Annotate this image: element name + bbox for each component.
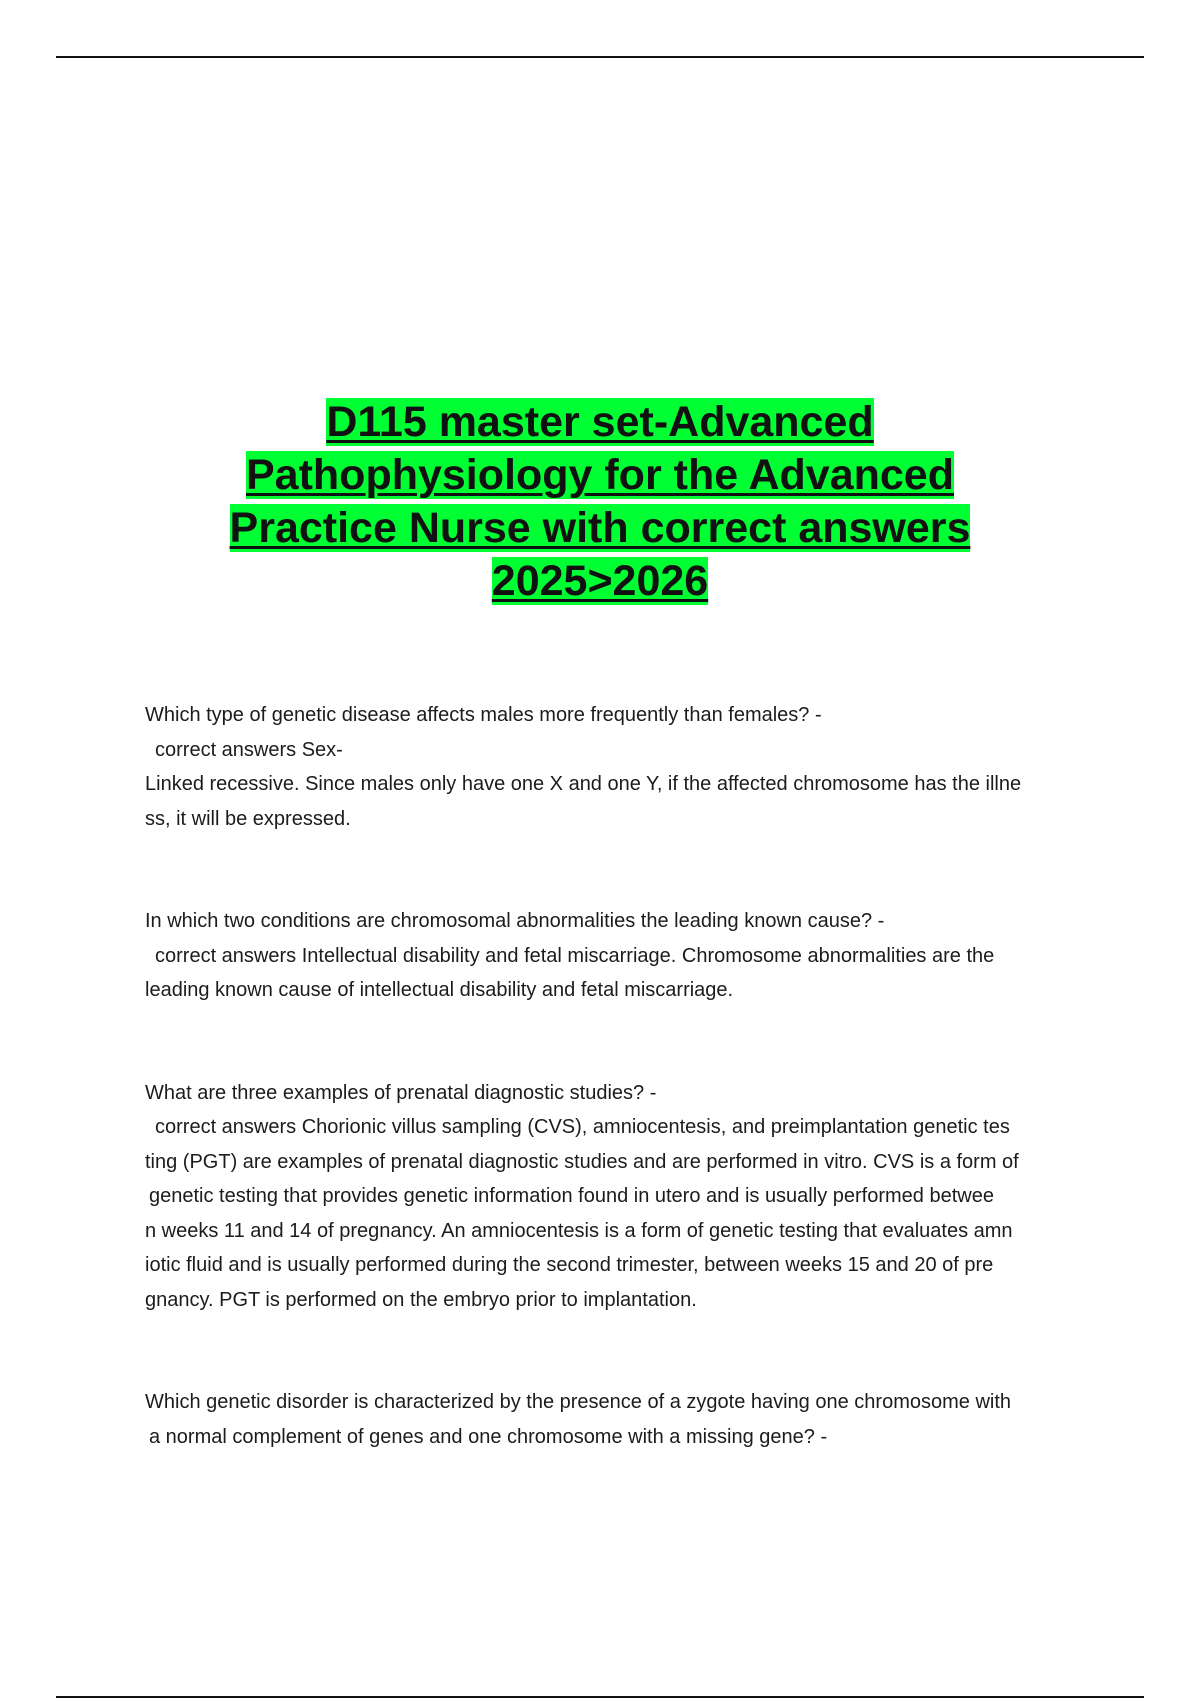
- question-text: What are three examples of prenatal diagnostic studies? -: [145, 1081, 657, 1104]
- question-text: Which type of genetic disease affects males more frequently than females? -: [145, 704, 822, 726]
- qa-item: [145, 1076, 1095, 1318]
- title-line: 2025>2026: [491, 557, 709, 605]
- answer-text: iotic fluid and is usually performed during the second trimester, between weeks 15 and 20 of pre: [145, 1254, 994, 1276]
- answer-text: gnancy. PGT is performed on the embryo prior to implantation.: [145, 1288, 697, 1311]
- answer-text: correct answers Sex-: [155, 738, 343, 761]
- question-text: In which two conditions are chromosomal abnormalities the leading known cause? -: [145, 910, 885, 932]
- title-line: Pathophysiology for the Advanced: [246, 451, 954, 499]
- header-rule: [56, 56, 1144, 58]
- answer-text: genetic testing that provides genetic information found in utero and is usually performed betwee: [149, 1185, 994, 1207]
- title-line: D115 master set-Advanced: [326, 398, 874, 446]
- answer-text: n weeks 11 and 14 of pregnancy. An amniocentesis is a form of genetic testing that evaluates amn: [145, 1219, 1013, 1242]
- qa-item: [145, 904, 1095, 1008]
- answer-text: leading known cause of intellectual disability and fetal miscarriage.: [145, 979, 734, 1001]
- document-title: [150, 396, 1050, 608]
- answer-text: correct answers Chorionic villus sampling (CVS), amniocentesis, and preimplantation genetic tes: [155, 1116, 1010, 1138]
- title-line: Practice Nurse with correct answers: [229, 504, 971, 552]
- question-text: Which genetic disorder is characterized by the presence of a zygote having one chromosome with: [145, 1391, 1012, 1413]
- qa-list: [145, 698, 1095, 1522]
- question-text: a normal complement of genes and one chromosome with a missing gene? -: [149, 1425, 828, 1448]
- answer-text: Linked recessive. Since males only have one X and one Y, if the affected chromosome has the illne: [145, 773, 1022, 795]
- answer-text: ss, it will be expressed.: [145, 807, 351, 830]
- answer-text: correct answers Intellectual disability and fetal miscarriage. Chromosome abnormalities are the: [155, 944, 995, 967]
- qa-item: [145, 1385, 1095, 1454]
- qa-item: [145, 698, 1095, 836]
- answer-text: ting (PGT) are examples of prenatal diagnostic studies and are performed in vitro. CVS is a form of: [145, 1150, 1019, 1173]
- footer-rule: [56, 1696, 1144, 1698]
